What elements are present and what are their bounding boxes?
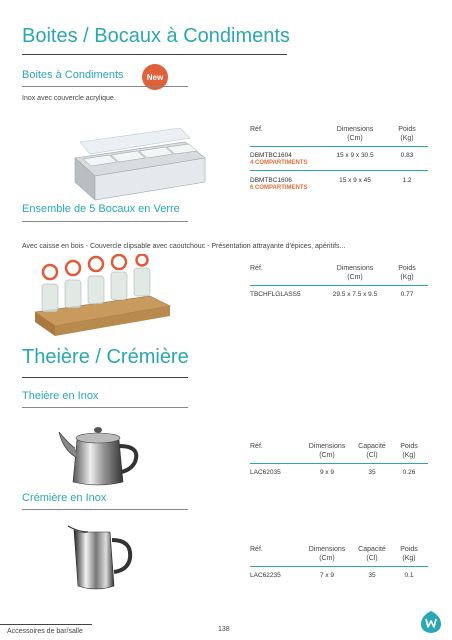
glass-jars-image xyxy=(30,254,180,342)
row-ref: DBMTBC1604 xyxy=(250,152,292,159)
header-weight: Poids (Kg) xyxy=(398,126,416,142)
header-ref: Réf. xyxy=(250,265,263,272)
condiment-box-image xyxy=(55,128,215,208)
section-title-theiere: Theière / Crémière xyxy=(22,346,189,368)
row-dimensions: 15 x 9 x 30.5 xyxy=(336,152,374,159)
row-weight: 0.1 xyxy=(404,572,414,579)
row-subtitle: 6 COMPARTIMENTS xyxy=(250,185,308,191)
header-capacity: Capacité (Cl) xyxy=(358,546,386,562)
row-ref: LAC62035 xyxy=(250,469,281,476)
subsection-title-bocaux: Ensemble de 5 Bocaux en Verre xyxy=(22,203,180,215)
section-divider xyxy=(22,377,188,378)
row-ref: DBMTBC1606 xyxy=(250,177,292,184)
table-row-rule xyxy=(250,170,428,171)
row-subtitle: 4 COMPARTIMENTS xyxy=(250,160,308,166)
table-header-rule xyxy=(250,146,428,147)
subsection-divider xyxy=(22,86,188,87)
header-ref: Réf. xyxy=(250,126,263,133)
row-capacity: 35 xyxy=(368,572,376,579)
product-description: Avec caisse en bois - Couvercle clipsable avec caoutchouc - Présentation attrayante d'épices, apéritifs... xyxy=(22,243,346,250)
header-dimensions: Dimensions (Cm) xyxy=(336,265,374,281)
subsection-divider xyxy=(22,509,188,510)
brand-logo-icon xyxy=(420,610,442,634)
section-title-condiments: Boites / Bocaux à Condiments xyxy=(22,25,290,47)
table-header-rule xyxy=(250,566,428,567)
header-ref: Réf. xyxy=(250,546,263,553)
row-weight: 0.26 xyxy=(402,469,416,476)
row-dimensions: 15 x 9 x 45 xyxy=(339,177,371,184)
row-weight: 0.77 xyxy=(400,291,414,298)
header-dimensions: Dimensions (Cm) xyxy=(308,546,346,562)
header-ref: Réf. xyxy=(250,443,263,450)
row-ref: TBCHFLGLASS5 xyxy=(250,291,301,298)
row-dimensions: 9 x 9 xyxy=(319,469,335,476)
teapot-image xyxy=(55,418,150,490)
header-weight: Poids (Kg) xyxy=(400,546,418,562)
new-badge: New xyxy=(142,64,168,90)
header-weight: Poids (Kg) xyxy=(398,265,416,281)
table-header-rule xyxy=(250,285,428,286)
subsection-divider xyxy=(22,407,188,408)
product-description: Inox avec couvercle acrylique. xyxy=(22,95,116,102)
subsection-title-theiere: Theière en Inox xyxy=(22,390,99,402)
row-dimensions: 29.5 x 7.5 x 9.5 xyxy=(332,291,378,298)
header-dimensions: Dimensions (Cm) xyxy=(336,126,374,142)
row-weight: 1.2 xyxy=(402,177,412,184)
subsection-title-boites: Boites à Condiments xyxy=(22,69,124,81)
header-dimensions: Dimensions (Cm) xyxy=(308,443,346,459)
page-number: 138 xyxy=(218,626,230,633)
subsection-divider xyxy=(22,221,188,222)
header-weight: Poids (Kg) xyxy=(400,443,418,459)
row-dimensions: 7 x 9 xyxy=(319,572,335,579)
header-capacity: Capacité (Cl) xyxy=(358,443,386,459)
table-header-rule xyxy=(250,463,428,464)
creamer-image xyxy=(62,520,147,592)
subsection-title-cremiere: Crémière en Inox xyxy=(22,492,107,504)
section-divider xyxy=(22,54,287,55)
row-weight: 0.83 xyxy=(400,152,414,159)
row-capacity: 35 xyxy=(368,469,376,476)
footer-rule xyxy=(0,624,92,625)
footer-category: Accessoires de bar/salle xyxy=(7,628,83,635)
row-ref: LAC62235 xyxy=(250,572,281,579)
